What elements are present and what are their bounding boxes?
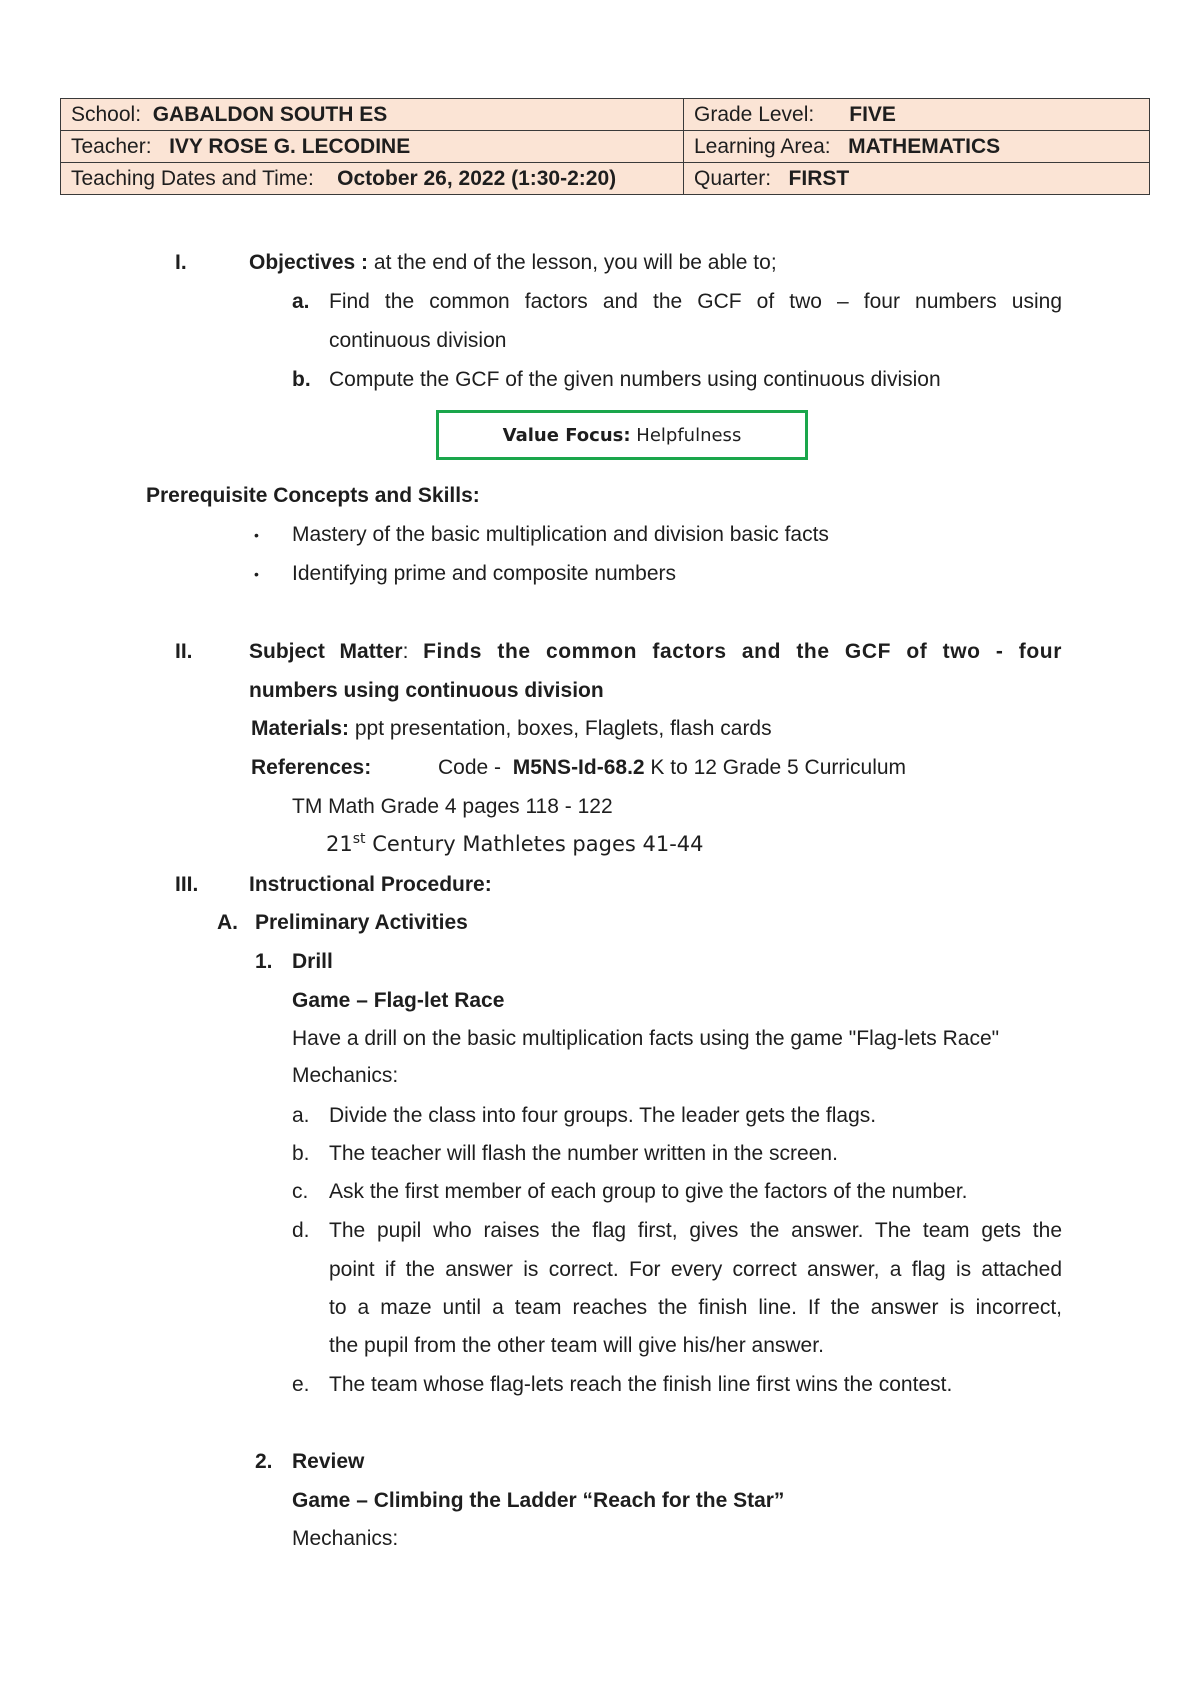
step-text: The teacher will flash the number written in the screen. [329,1142,838,1165]
step-text: point if the answer is correct. For every correct answer, a flag is attached [329,1258,1062,1281]
drill-marker: 1. [255,950,273,973]
step-marker: a. [292,1104,310,1127]
bullet-icon: • [254,527,259,543]
quarter-value: FIRST [788,166,850,190]
section-numeral-3: III. [175,873,199,896]
dates-cell [61,163,684,195]
value-focus-value: Helpfulness [636,424,742,446]
subject-label: Subject Matter [249,640,403,663]
step-text: the pupil from the other team will give his/her answer. [329,1334,824,1357]
preliminary-heading: Preliminary Activities [255,911,468,934]
grade-cell [684,99,1150,131]
references-label: References: [251,756,372,779]
teacher-label: Teacher: [71,134,152,158]
drill-heading: Drill [292,950,333,973]
step-marker: d. [292,1219,310,1242]
header-row [61,163,1150,195]
materials-value: ppt presentation, boxes, Flaglets, flash cards [349,717,772,740]
subject-colon: : [402,640,424,663]
step-marker: e. [292,1373,310,1396]
subject-matter-line [249,640,1062,664]
grade-label: Grade Level: [694,102,815,126]
teacher-value: IVY ROSE G. LECODINE [169,134,411,158]
prerequisite-item: Identifying prime and composite numbers [292,562,677,585]
school-cell [61,99,684,131]
review-game-title: Game – Climbing the Ladder “Reach for the Star” [292,1489,785,1512]
quarter-cell [684,163,1150,195]
objective-b-text: Compute the GCF of the given numbers using continuous division [329,368,941,391]
dates-value: October 26, 2022 (1:30-2:20) [337,166,617,190]
school-label: School: [71,102,142,126]
grade-value: FIVE [849,102,896,126]
subject-title: Finds the common factors and the GCF of two - four [423,640,1062,663]
drill-mechanics-label: Mechanics: [292,1064,399,1087]
header-row [61,99,1150,131]
quarter-label: Quarter: [694,166,772,190]
header-row [61,131,1150,163]
reference-mathletes-sup: st [352,831,366,847]
value-focus-box [436,410,808,460]
drill-intro: Have a drill on the basic multiplication facts using the game "Flag-lets Race" [292,1027,1000,1050]
step-marker: c. [292,1180,309,1203]
reference-code-line [438,756,906,780]
value-focus-label: Value Focus: [502,424,631,446]
subject-title-cont: numbers using continuous division [249,679,604,702]
procedure-a-marker: A. [217,911,238,934]
drill-game-title: Game – Flag-let Race [292,989,505,1012]
review-marker: 2. [255,1450,273,1473]
school-value: GABALDON SOUTH ES [152,102,388,126]
reference-mathletes-text: Century Mathletes pages 41-44 [365,832,704,856]
reference-tm: TM Math Grade 4 pages 118 - 122 [292,795,613,818]
objective-a-text: Find the common factors and the GCF of two – four numbers using [329,290,1062,313]
teacher-cell [61,131,684,163]
area-label: Learning Area: [694,134,831,158]
objectives-intro: at the end of the lesson, you will be able to; [368,251,777,274]
prerequisite-item: Mastery of the basic multiplication and division basic facts [292,523,829,546]
review-heading: Review [292,1450,365,1473]
objectives-line [249,251,777,275]
review-mechanics-label: Mechanics: [292,1527,399,1550]
lesson-header-table [60,98,1150,195]
reference-code: M5NS-Id-68.2 [512,756,645,779]
area-value: MATHEMATICS [848,134,1001,158]
materials-label: Materials: [251,717,350,740]
dates-label: Teaching Dates and Time: [71,166,314,190]
area-cell [684,131,1150,163]
step-text: The pupil who raises the flag first, gives the answer. The team gets the [329,1219,1062,1242]
objective-a-marker: a. [292,290,310,313]
step-marker: b. [292,1142,310,1165]
step-text: to a maze until a team reaches the finish line. If the answer is incorrect, [329,1296,1062,1319]
objective-b-marker: b. [292,368,311,391]
section-numeral-2: II. [175,640,193,663]
reference-mathletes-num: 21 [326,832,353,856]
reference-code-suffix: K to 12 Grade 5 Curriculum [644,756,907,779]
objective-a-text-cont: continuous division [329,329,507,352]
materials-line [251,717,772,741]
step-text: The team whose flag-lets reach the finish line first wins the contest. [329,1373,953,1396]
objectives-heading: Objectives : [249,251,369,274]
prerequisites-heading: Prerequisite Concepts and Skills: [146,484,480,507]
reference-mathletes [326,832,704,856]
reference-code-prefix: Code - [438,756,507,779]
bullet-icon: • [254,566,259,582]
step-text: Divide the class into four groups. The leader gets the flags. [329,1104,877,1127]
section-numeral-1: I. [175,251,187,274]
step-text: Ask the first member of each group to give the factors of the number. [329,1180,968,1203]
procedure-heading: Instructional Procedure: [249,873,492,896]
